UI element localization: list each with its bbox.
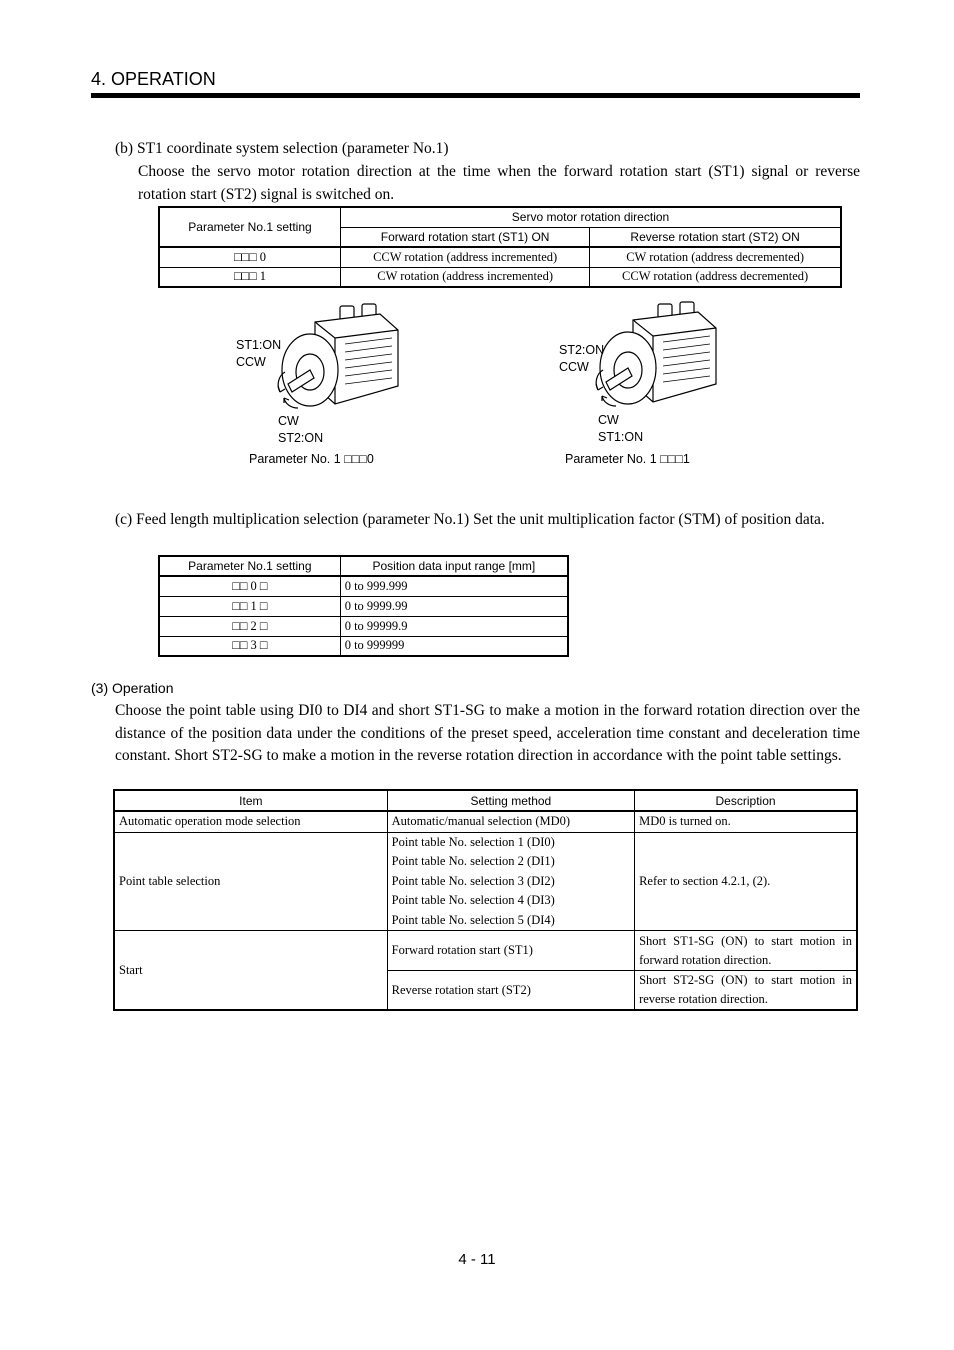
header-rule — [91, 93, 860, 98]
fig2-bottom-label-2: ST1:ON — [598, 430, 644, 444]
header-item: Item — [114, 790, 387, 811]
fig2-bottom-label-1: CW — [598, 413, 619, 427]
list-item: Point table No. selection 2 (DI1) — [391, 854, 555, 868]
table-cell: MD0 is turned on. — [635, 811, 857, 832]
header-reverse: Reverse rotation start (ST2) ON — [590, 227, 841, 247]
list-item: Point table No. selection 4 (DI3) — [391, 893, 555, 907]
section-3-body: Choose the point table using DI0 to DI4 and short ST1-SG to make a motion in the forward rotation direction over the distance of the position data under the conditions of the preset speed, acceleration time constant and deceleration time constant. Short ST2-SG to make a motion in the reverse rotation direction in accordance with the point table settings. — [115, 702, 860, 764]
feed-length-table — [158, 555, 569, 657]
table-cell: 0 to 9999.99 — [340, 596, 568, 616]
table-cell: CW rotation (address incremented) — [341, 267, 590, 287]
operation-table — [113, 789, 858, 1011]
table-cell: 0 to 999.999 — [340, 576, 568, 596]
header-setting: Parameter No.1 setting — [159, 556, 340, 576]
page-header-title: 4. OPERATION — [91, 69, 216, 89]
table-cell: 0 to 99999.9 — [340, 616, 568, 636]
header-desc: Description — [635, 790, 857, 811]
servo-motor-illustration-right — [588, 298, 728, 418]
section-c-body: (c) Feed length multiplication selection (parameter No.1) Set the unit multiplication factor (STM) of position data. — [115, 511, 825, 528]
table-cell: Refer to section 4.2.1, (2). — [635, 832, 857, 931]
table-cell: □□□ 1 — [159, 267, 341, 287]
table-cell: CW rotation (address decremented) — [590, 247, 841, 267]
table-cell: Automatic/manual selection (MD0) — [387, 811, 634, 832]
header-method: Setting method — [387, 790, 634, 811]
fig1-top-label-2: CCW — [236, 355, 266, 369]
header-direction: Servo motor rotation direction — [341, 207, 842, 227]
list-item: Point table No. selection 5 (DI4) — [391, 912, 555, 927]
table-cell: Short ST2-SG (ON) to start motion in reverse rotation direction. — [635, 971, 857, 1011]
table-cell: Reverse rotation start (ST2) — [387, 971, 634, 1011]
table-cell: □□ 0 □ — [159, 576, 340, 596]
fig2-top-label-2: CCW — [559, 360, 589, 374]
point-table-methods — [387, 832, 634, 931]
table-cell: 0 to 999999 — [340, 636, 568, 656]
table-cell: Automatic operation mode selection — [114, 811, 387, 832]
table-cell: CCW rotation (address incremented) — [341, 247, 590, 267]
table-cell: □□ 3 □ — [159, 636, 340, 656]
table-cell: Point table selection — [114, 832, 387, 931]
table-cell: Forward rotation start (ST1) — [387, 931, 634, 971]
rotation-direction-table — [158, 206, 842, 288]
fig2-caption: Parameter No. 1 □□□1 — [565, 452, 690, 466]
fig1-top-label-1: ST1:ON — [236, 338, 282, 352]
list-item: Point table No. selection 1 (DI0) — [391, 834, 555, 849]
table-cell: □□ 2 □ — [159, 616, 340, 636]
header-setting: Parameter No.1 setting — [159, 207, 341, 247]
fig2-top-label-1: ST2:ON — [559, 343, 605, 357]
table-cell: □□□ 0 — [159, 247, 341, 267]
fig1-caption: Parameter No. 1 □□□0 — [249, 452, 374, 466]
table-cell: Short ST1-SG (ON) to start motion in forward rotation direction. — [635, 931, 857, 971]
page-number: 4 - 11 — [458, 1251, 496, 1268]
section-c-body-wrap — [115, 509, 860, 532]
fig1-bottom-label-2: ST2:ON — [278, 431, 324, 445]
servo-motor-illustration-left — [270, 300, 410, 420]
table-cell: □□ 1 □ — [159, 596, 340, 616]
section-3-heading: (3) Operation — [91, 680, 174, 696]
header-forward: Forward rotation start (ST1) ON — [341, 227, 590, 247]
list-item: Point table No. selection 3 (DI2) — [391, 873, 555, 888]
fig1-bottom-label-1: CW — [278, 414, 299, 428]
table-cell: Start — [114, 931, 387, 1011]
header-range: Position data input range [mm] — [340, 556, 568, 576]
section-b-heading: (b) ST1 coordinate system selection (parameter No.1) — [115, 140, 449, 157]
table-cell: CCW rotation (address decremented) — [590, 267, 841, 287]
section-b-body: Choose the servo motor rotation direction at the time when the forward rotation start (ST1) signal or reverse rotation start (ST2) signal is switched on. — [138, 163, 860, 203]
